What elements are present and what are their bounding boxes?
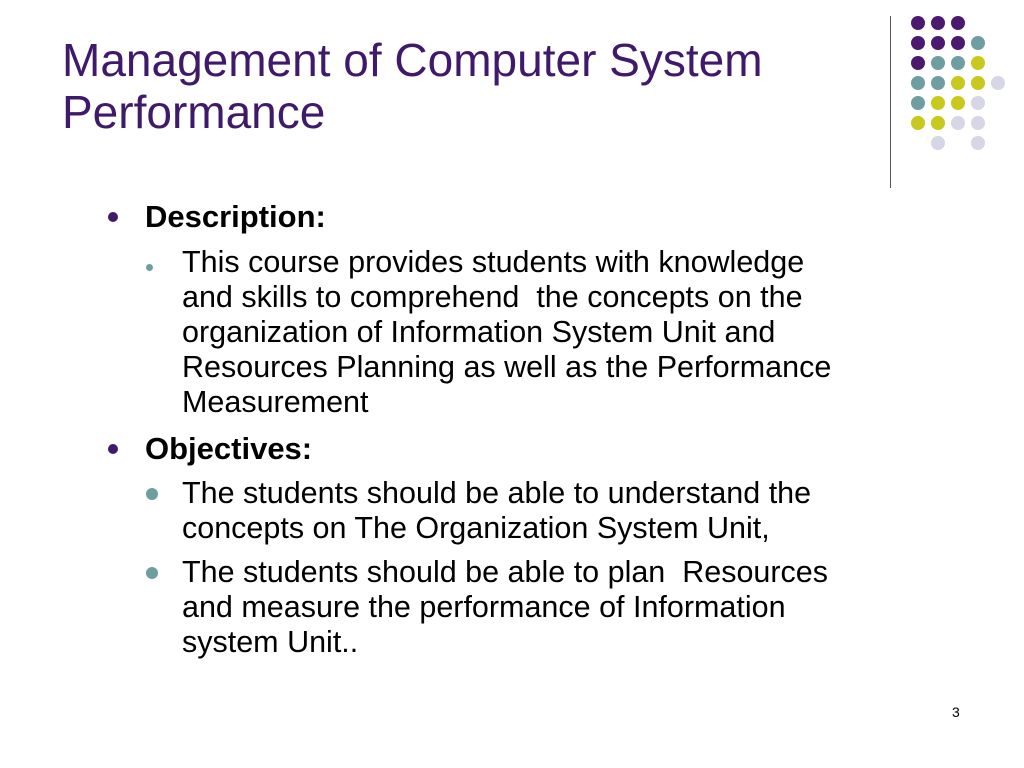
section-heading-objectives: Objectives: — [145, 431, 313, 466]
bullet-marker — [108, 444, 118, 454]
deco-dot — [971, 136, 985, 150]
slide-title: Management of Computer System Performance — [62, 34, 763, 138]
deco-dot — [951, 116, 965, 130]
page-number: 3 — [952, 704, 960, 720]
deco-dot — [951, 36, 965, 50]
deco-dot — [911, 96, 925, 110]
deco-dot — [911, 76, 925, 90]
deco-dot — [971, 36, 985, 50]
deco-dot — [951, 16, 965, 30]
deco-dot — [931, 96, 945, 110]
sub-bullet-marker — [146, 488, 158, 500]
objective-item: The students should be able to understand the concepts on The Organization System Unit, — [182, 476, 812, 545]
deco-dot — [931, 76, 945, 90]
objective-item: The students should be able to plan Resources and measure the performance of Information system Unit.. — [182, 555, 828, 659]
deco-dot — [931, 116, 945, 130]
deco-dot — [911, 116, 925, 130]
deco-dot — [971, 56, 985, 70]
deco-dot — [971, 116, 985, 130]
bullet-marker — [108, 212, 118, 222]
description-text: This course provides students with knowledge and skills to comprehend the concepts on the organization of Information System Unit and Resources Planning as well as the Performance Measurement — [182, 245, 832, 419]
deco-dot — [911, 56, 925, 70]
sub-bullet-marker — [146, 567, 158, 579]
deco-dot — [951, 96, 965, 110]
deco-dot — [951, 76, 965, 90]
deco-dot — [931, 136, 945, 150]
deco-dot — [931, 36, 945, 50]
deco-dot — [911, 36, 925, 50]
deco-dot — [931, 56, 945, 70]
deco-dot — [971, 76, 985, 90]
section-heading-description: Description: — [145, 199, 326, 234]
deco-dot — [971, 96, 985, 110]
sub-bullet-marker — [146, 264, 153, 271]
deco-dot — [931, 16, 945, 30]
title-divider — [890, 16, 891, 188]
deco-dot — [951, 56, 965, 70]
deco-dot — [991, 76, 1005, 90]
deco-dot — [911, 16, 925, 30]
